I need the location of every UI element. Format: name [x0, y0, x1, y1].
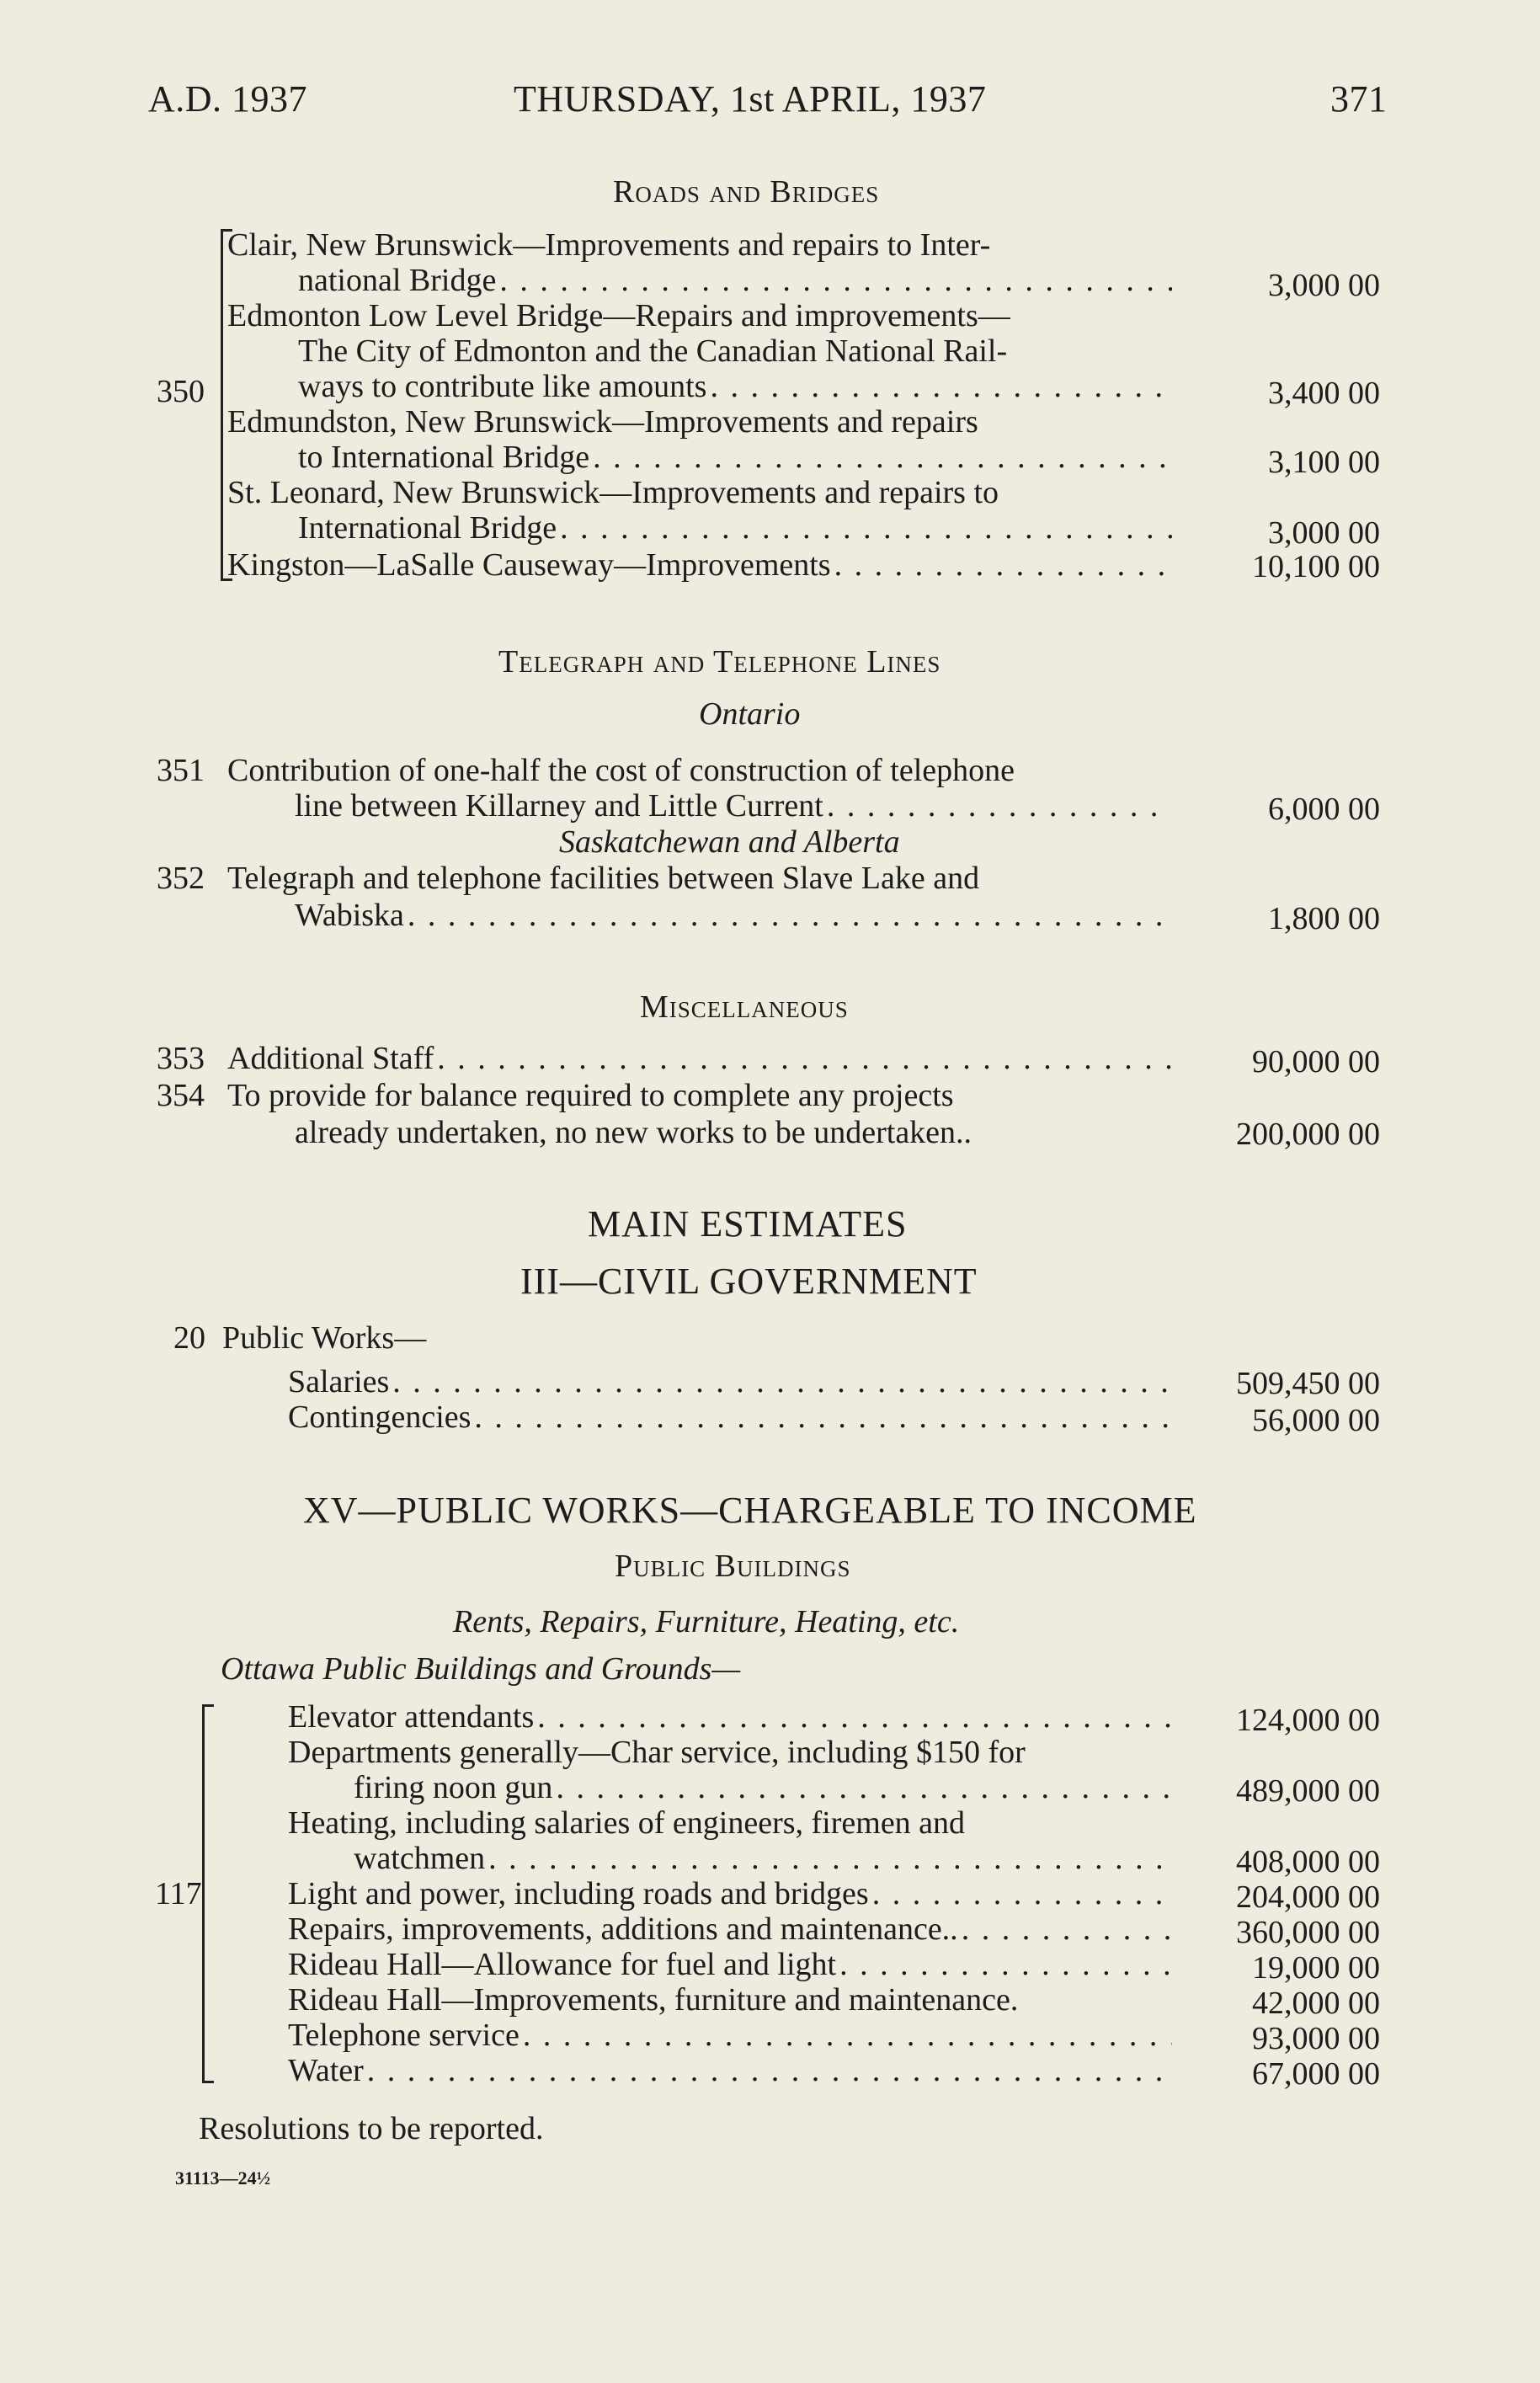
vote-354: 354: [157, 1078, 205, 1113]
vote-20: 20: [173, 1320, 205, 1356]
item-351-line-2: line between Killarney and Little Current . . .: [295, 788, 1172, 824]
roads-item-1-line-1: Clair, New Brunswick—Improvements and repairs to Inter-: [227, 227, 991, 263]
salaries-line: Salaries . . .: [288, 1364, 1172, 1399]
xv-item-3-line-1: Heating, including salaries of engineers, firemen and: [288, 1805, 966, 1841]
roads-item-4-line-2: International Bridge . . .: [298, 510, 1172, 546]
xv-item-8: Telephone service . . .: [288, 2018, 1172, 2053]
item-352-amount: 1,800 00: [1268, 901, 1380, 936]
ottawa-buildings-heading: Ottawa Public Buildings and Grounds—: [221, 1651, 741, 1687]
roads-item-3-line-1: Edmundston, New Brunswick—Improvements and repairs: [227, 404, 978, 440]
vote-352: 352: [157, 861, 205, 896]
item-351-line-1: Contribution of one-half the cost of construction of telephone: [227, 753, 1015, 788]
xv-item-3-amount: 408,000 00: [1236, 1844, 1380, 1879]
xv-item-7-amount: 42,000 00: [1252, 1986, 1380, 2021]
xv-item-5: Repairs, improvements, additions and maintenance.. . . .: [288, 1911, 1172, 1947]
item-353-line-1: Additional Staff . . .: [227, 1041, 1172, 1076]
roads-item-1-amount: 3,000 00: [1268, 268, 1380, 303]
telegraph-heading: Telegraph and Telephone Lines: [498, 644, 941, 680]
xv-item-1: Elevator attendants . . .: [288, 1699, 1172, 1735]
xv-item-2-line-2: firing noon gun . . .: [354, 1770, 1172, 1805]
misc-heading: Miscellaneous: [640, 989, 849, 1025]
roads-item-3-line-2: to International Bridge . . .: [298, 440, 1172, 475]
main-estimates-heading: MAIN ESTIMATES: [588, 1203, 908, 1245]
header-date: THURSDAY, 1st APRIL, 1937: [514, 78, 987, 120]
item-352-line-1: Telegraph and telephone facilities between Slave Lake and: [227, 861, 980, 896]
xv-item-1-amount: 124,000 00: [1236, 1703, 1380, 1738]
roads-item-2-line-3: ways to contribute like amounts . . .: [298, 369, 1172, 404]
salaries-amount: 509,450 00: [1236, 1366, 1380, 1401]
roads-item-2-line-2: The City of Edmonton and the Canadian National Rail-: [298, 333, 1008, 369]
roads-item-4-line-1: St. Leonard, New Brunswick—Improvements and repairs to: [227, 475, 999, 510]
public-works-title: Public Works—: [222, 1320, 427, 1356]
item-351-amount: 6,000 00: [1268, 792, 1380, 827]
vote-351: 351: [157, 753, 205, 788]
contingencies-amount: 56,000 00: [1252, 1403, 1380, 1438]
xv-item-5-amount: 360,000 00: [1236, 1915, 1380, 1950]
xv-item-8-amount: 93,000 00: [1252, 2021, 1380, 2056]
item-354-line-1: To provide for balance required to complete any projects: [227, 1078, 954, 1113]
xv-item-6: Rideau Hall—Allowance for fuel and light . . .: [288, 1947, 1172, 1982]
xv-item-6-amount: 19,000 00: [1252, 1950, 1380, 1986]
contingencies-line: Contingencies . . .: [288, 1399, 1172, 1435]
xv-item-9-amount: 67,000 00: [1252, 2056, 1380, 2092]
xv-item-7: Rideau Hall—Improvements, furniture and maintenance.: [288, 1982, 1019, 2018]
xv-item-3-line-2: watchmen . . .: [354, 1841, 1172, 1876]
civil-government-heading: III—CIVIL GOVERNMENT: [520, 1261, 978, 1302]
roads-item-1-line-2: national Bridge . . .: [298, 263, 1172, 298]
xv-heading: XV—PUBLIC WORKS—CHARGEABLE TO INCOME: [303, 1490, 1197, 1531]
vote-117: 117: [155, 1876, 202, 1911]
signature-mark: 31113—24½: [175, 2167, 271, 2188]
vote-353: 353: [157, 1041, 205, 1076]
xv-item-4: Light and power, including roads and bridges . . .: [288, 1876, 1172, 1911]
roads-item-3-amount: 3,100 00: [1268, 445, 1380, 480]
xv-item-9: Water . . .: [288, 2053, 1172, 2088]
vote-350-brace: [221, 229, 223, 581]
roads-heading: Roads and Bridges: [613, 174, 880, 210]
rents-repairs-heading: Rents, Repairs, Furniture, Heating, etc.: [453, 1604, 960, 1639]
item-353-amount: 90,000 00: [1252, 1044, 1380, 1080]
item-354-amount: 200,000 00: [1236, 1117, 1380, 1152]
telegraph-sub-ontario: Ontario: [699, 696, 801, 732]
roads-item-2-line-1: Edmonton Low Level Bridge—Repairs and improvements—: [227, 298, 1010, 333]
xv-item-2-amount: 489,000 00: [1236, 1773, 1380, 1809]
roads-item-4-amount: 3,000 00: [1268, 515, 1380, 551]
item-352-line-2: Wabiska . . .: [295, 898, 1172, 933]
roads-item-5-line-1: Kingston—LaSalle Causeway—Improvements . . .: [227, 547, 1172, 583]
roads-item-2-amount: 3,400 00: [1268, 376, 1380, 411]
roads-item-5-amount: 10,100 00: [1252, 549, 1380, 584]
item-354-line-2: already undertaken, no new works to be undertaken..: [295, 1115, 972, 1150]
vote-350: 350: [157, 374, 205, 409]
page-number: 371: [1330, 78, 1388, 120]
public-buildings-heading: Public Buildings: [615, 1549, 851, 1584]
xv-item-2-line-1: Departments generally—Char service, including $150 for: [288, 1735, 1026, 1770]
vote-117-brace: [202, 1704, 205, 2083]
resolutions-note: Resolutions to be reported.: [199, 2111, 544, 2146]
xv-item-4-amount: 204,000 00: [1236, 1879, 1380, 1915]
header-year: A.D. 1937: [148, 78, 308, 120]
telegraph-sub-sask-alberta: Saskatchewan and Alberta: [559, 824, 900, 860]
